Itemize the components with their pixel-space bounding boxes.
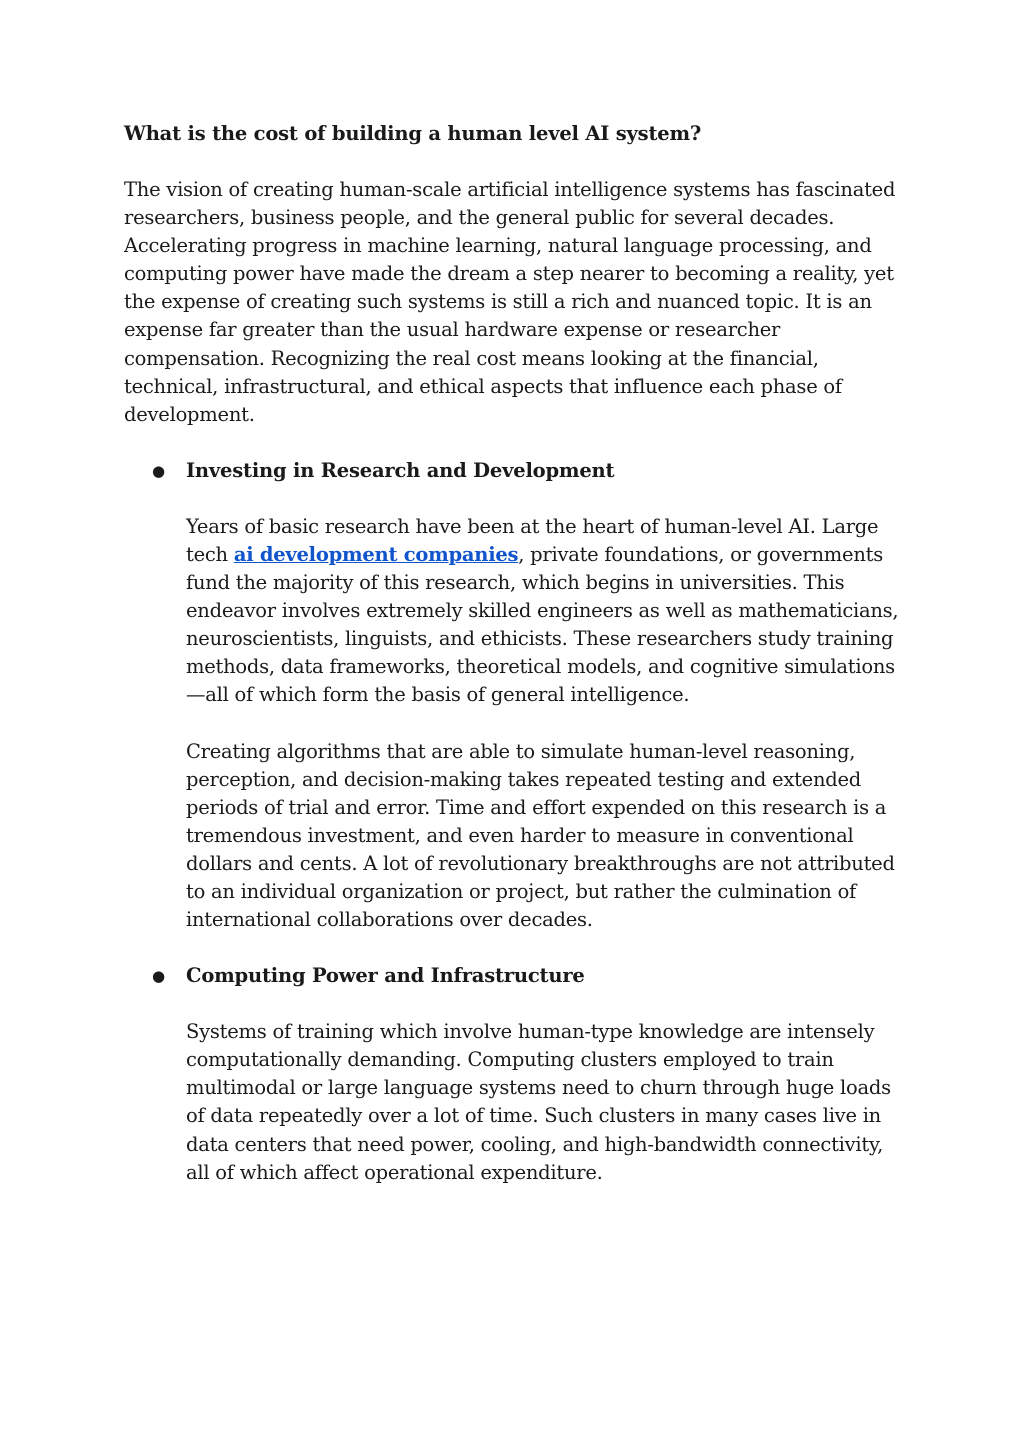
ai-development-companies-link[interactable]: ai development companies xyxy=(233,542,519,566)
section-heading: Investing in Research and Development xyxy=(186,458,615,482)
section-paragraph: Systems of training which involve human-type knowledge are intensely computationally demanding. Computing clusters employed to train multimodal or large language systems need to churn through huge loads of data repeatedly over a lot of time. Such clusters in many cases live in data centers that need power, cooling, and high-bandwidth connectivity, all of which affect operational expenditure. xyxy=(186,1020,891,1184)
section-paragraph: Creating algorithms that are able to simulate human-level reasoning, perception, and decision-making takes repeated testing and extended periods of trial and error. Time and effort expended on this research is a tremendous investment, and even harder to measure in conventional dollars and cents. A lot of revolutionary breakthroughs are not attributed to an individual organization or project, but rather the culmination of international collaborations over decades. xyxy=(186,739,895,932)
section-computing-power xyxy=(124,962,904,1187)
bullet-icon: ● xyxy=(152,967,166,986)
section-paragraph xyxy=(186,513,904,710)
paragraph-text: , private foundations, or governments fund the majority of this research, which begins in universities. This endeavor involves extremely skilled engineers as well as mathematicians, neuroscientists, linguists, and ethicists. These researchers study training methods, data frameworks, theoretical models, and cognitive simulations—all of which form the basis of general intelligence. xyxy=(186,542,899,707)
section-heading: Computing Power and Infrastructure xyxy=(186,964,585,988)
document-title: What is the cost of building a human level AI system? xyxy=(124,122,702,145)
intro-paragraph: The vision of creating human-scale artificial intelligence systems has fascinated researchers, business people, and the general public for several decades. Accelerating progress in machine learning, natural language processing, and computing power have made the dream a step nearer to becoming a reality, yet the expense of creating such systems is still a rich and nuanced topic. It is an expense far greater than the usual hardware expense or researcher compensation. Recognizing the real cost means looking at the financial, technical, infrastructural, and ethical aspects that influence each phase of development. xyxy=(124,178,896,426)
bullet-icon: ● xyxy=(152,461,166,480)
paragraph-text: Years of basic research have been at the heart of human-level AI. Large tech xyxy=(186,514,879,566)
section-research-development xyxy=(124,457,904,934)
document-body xyxy=(124,120,904,1215)
